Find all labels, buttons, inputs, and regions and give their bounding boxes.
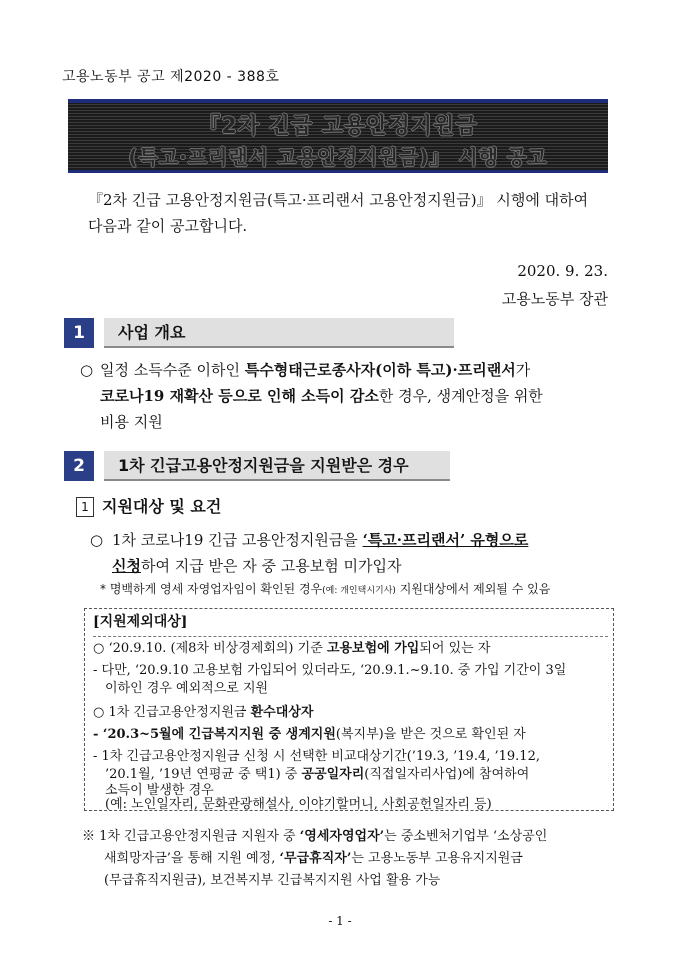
eligibility-type: ‘특고·프리랜서’ 유형으로 <box>362 531 529 549</box>
intro-line-1: 『2차 긴급 고용안정지원금(특고·프리랜서 고용안정지원금)』 시행에 대하여 <box>88 191 589 209</box>
exclusion-refund-public-job-line-2: ’20.1월, ’19년 연평균 중 택1) 중 공공일자리(직접일자리사업)에 참여하여 <box>105 767 530 782</box>
subsection-number-box: 1 <box>76 497 94 517</box>
note-example: (예: 개인택시기사) <box>322 586 396 596</box>
section-1-number: 1 <box>64 318 94 348</box>
exclusion-refund-welfare: - ‘20.3~5월에 긴급복지지원 중 생계지원(복지부)을 받은 것으로 확인된 자 <box>93 727 526 742</box>
exclusion-heading: [지원제외대상] <box>93 614 188 630</box>
eligibility-note <box>100 580 620 597</box>
overview-text: 한 경우, 생계안정을 위한 <box>378 387 543 405</box>
exclusion-refund-public-job-examples: (예: 노인일자리, 문화관광해설사, 이야기할머니, 사회공헌일자리 등) <box>105 797 492 812</box>
bullet-circle: ○ <box>90 531 104 549</box>
note-text: 지원대상에서 제외될 수 있음 <box>395 582 551 596</box>
eligibility-body <box>90 527 620 579</box>
overview-text: 비용 지원 <box>100 413 163 431</box>
section-1-title: 사업 개요 <box>104 318 454 348</box>
subsection-title: 지원대상 및 요건 <box>102 497 222 516</box>
exclusion-refund-public-job-line-3: 소득이 발생한 경우 <box>105 783 214 798</box>
bullet-circle: ○ <box>80 361 94 379</box>
exclusion-refund-public-job-line-1: - 1차 긴급고용안정지원금 신청 시 선택한 비교대상기간(’19.3, ’19.4, ’19.12, <box>93 749 540 764</box>
exclusion-exception-line-1: - 다만, ‘20.9.10 고용보험 가입되어 있더라도, ‘20.9.1.~9.10. 중 가입 기간이 3일 <box>93 663 567 678</box>
overview-text: 일정 소득수준 이하인 <box>100 361 245 379</box>
exclusion-item-refund: ○ 1차 긴급고용안정지원금 환수대상자 <box>93 705 314 720</box>
footnote-line-1: ※ 1차 긴급고용안정지원금 지원자 중 ‘영세자영업자’는 중소벤처기업부 ‘소상공인 <box>82 829 548 844</box>
exclusion-box <box>84 608 614 811</box>
intro-paragraph <box>88 187 628 239</box>
issuer: 고용노동부 장관 <box>501 290 608 308</box>
page-number: - 1 - <box>328 914 352 928</box>
exclusion-item-insured: ○ ‘20.9.10. (제8차 비상경제회의) 기준 고용보험에 가입되어 있는 자 <box>93 641 491 656</box>
footnote-line-3: (무급휴직지원금), 보건복지부 긴급복지지원 사업 활용 가능 <box>104 873 441 888</box>
overview-text: 가 <box>515 361 531 379</box>
intro-line-2: 다음과 같이 공고합니다. <box>88 217 248 235</box>
eligibility-apply: 신청 <box>112 557 141 575</box>
footnote-line-2: 새희망자금’을 통해 지원 예정, ‘무급휴직자’는 고용노동부 고용유지지원금 <box>104 851 523 866</box>
notice-number: 고용노동부 공고 제2020 - 388호 <box>62 69 280 85</box>
overview-condition: 코로나19 재확산 등으로 인해 소득이 감소 <box>100 387 379 405</box>
title-line-1: 『2차 긴급 고용안정지원금 <box>198 114 478 139</box>
eligibility-text: 하여 지급 받은 자 중 고용보험 미가입자 <box>140 557 402 575</box>
notice-date: 2020. 9. 23. <box>517 262 608 280</box>
eligibility-text: 1차 코로나19 긴급 고용안정지원금을 <box>112 531 363 549</box>
section-2-title: 1차 긴급고용안정지원금을 지원받은 경우 <box>104 451 450 481</box>
subsection-1-heading <box>76 494 221 517</box>
overview-target: 특수형태근로종사자(이하 특고)·프리랜서 <box>244 361 516 379</box>
title-line-2: (특고·프리랜서 고용안정지원금)』 시행 공고 <box>128 145 548 169</box>
title-banner <box>68 99 608 173</box>
exclusion-exception-line-2: 이하인 경우 예외적으로 지원 <box>105 681 269 696</box>
footnote <box>82 826 622 892</box>
section-1-body <box>80 357 620 435</box>
note-text: * 명백하게 영세 자영업자임이 확인된 경우 <box>100 582 323 596</box>
section-2-number: 2 <box>64 451 94 481</box>
